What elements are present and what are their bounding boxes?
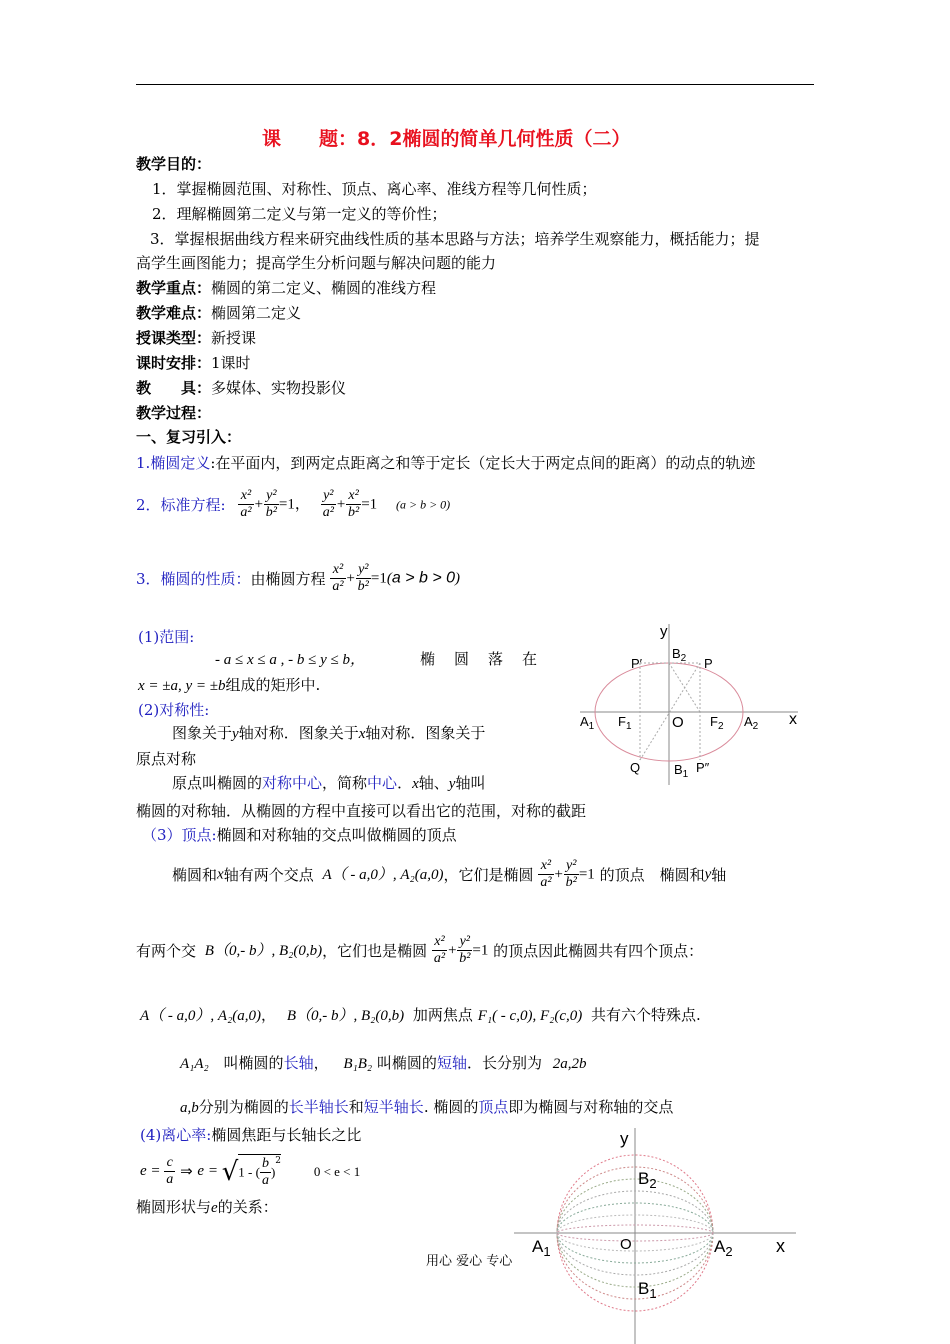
ecc-formula: e = $\frac{c}{a}$ ⇒ e = √1 - ( $\frac{b}{a}$ )$^2$ 0 < e < 1 — [140, 1155, 361, 1188]
fig1-P2: P″ — [696, 760, 710, 775]
symmetry-label: (2)对称性: — [138, 701, 210, 719]
fig1-B1: $B_1$ — [674, 762, 689, 780]
fig1-F2: $F_2$ — [710, 714, 724, 732]
lesson-type: 授课类型：新授课 — [136, 329, 257, 347]
fig1-P1: P′ — [631, 656, 643, 671]
vertex-line2: 有两个交 B（0,- b）, B₂(0,b)，它们也是椭圆 $\frac{\text{x²}}{\text{a²}}$ + $\frac{\text{y²}}{\text{b²}}$ =1 的顶点因此椭圆共有四个顶点： — [136, 934, 704, 966]
vertex-line4: A₁A₂ 叫椭圆的长轴， B₁B₂ 叫椭圆的短轴．长分别为 2a,2b — [180, 1054, 587, 1072]
lesson-time: 课时安排：1课时 — [136, 354, 251, 372]
goals-heading: 教学目的： — [136, 155, 212, 173]
fig1-O: O — [672, 714, 684, 731]
vertex-line1: 椭圆和x轴有两个交点 A（ - a,0）, A₂(a,0)，它们是椭圆 $\frac{\text{x²}}{\text{a²}}$ + $\frac{\text{y²}}{\text{b²}}$ =1 的顶点 椭圆和y轴 — [172, 858, 727, 890]
range-line2: x = ±a, y = ±b组成的矩形中. — [138, 676, 321, 694]
fig2-O: O — [620, 1236, 632, 1253]
footer: 用心 爱心 专心 — [426, 1254, 513, 1269]
header-rule — [136, 84, 814, 85]
fig1-A2: $A_2$ — [744, 714, 759, 732]
page-title: 课 题：8．2椭圆的简单几何性质（二） — [262, 128, 631, 150]
process-heading: 教学过程： — [136, 404, 212, 422]
symmetry-line2: 原点对称 — [136, 750, 197, 768]
vertex-heading: （3）顶点:椭圆和对称轴的交点叫做椭圆的顶点 — [142, 826, 457, 844]
ellipse-figure-1 — [560, 620, 810, 790]
fig1-B2: $B_2$ — [672, 646, 687, 664]
review-heading: 一、复习引入： — [136, 428, 242, 446]
ellipse-figure-2 — [510, 1122, 810, 1344]
fig1-P: P — [704, 656, 713, 671]
teaching-tools: 教 具：多媒体、实物投影仪 — [136, 379, 347, 397]
symmetry-line1: 图象关于y轴对称．图象关于x轴对称．图象关于 — [172, 724, 486, 742]
range-inequality: - a ≤ x ≤ a , - b ≤ y ≤ b， — [215, 652, 365, 668]
key-point: 教学重点：椭圆的第二定义、椭圆的准线方程 — [136, 279, 437, 297]
goal-3a: 3．掌握根据曲线方程来研究曲线性质的基本思路与方法；培养学生观察能力，概括能力；提 — [150, 230, 760, 248]
fig1-F1: $F_1$ — [618, 714, 632, 732]
ecc-heading: (4)离心率:椭圆焦距与长轴长之比 — [140, 1126, 362, 1144]
difficulty: 教学难点：椭圆第二定义 — [136, 304, 302, 322]
fig1-y-label: y — [660, 623, 668, 640]
fig1-x-label: x — [789, 711, 797, 728]
standard-equations: 2．标准方程: $\frac{\text{x²}}{\text{a²}}$ + $\frac{\text{y²}}{\text{b²}}$ =1， $\frac{\text{y²}}{\text{a²}}$ + $\frac{\text{x²}}{\text{b²}}$ =1 (a > b > 0) — [136, 488, 451, 520]
symmetry-line3: 原点叫椭圆的对称中心，简称中心．x轴、y轴叫 — [172, 774, 486, 792]
ellipse-definition: 1.椭圆定义:在平面内，到两定点距离之和等于定长（定长大于两定点间的距离）的动点的轨迹 — [136, 454, 756, 472]
range-label: (1)范围: — [138, 628, 195, 646]
fig2-A2: $A_2$ — [714, 1237, 733, 1259]
vertex-line3: A（ - a,0）, A₂(a,0)， B（0,- b）, B₂(0,b) 加两焦点 F₁( - c,0), F₂(c,0) 共有六个特殊点. — [140, 1006, 701, 1024]
fig2-A1: $A_1$ — [532, 1237, 551, 1259]
goal-1: 1．掌握椭圆范围、对称性、顶点、离心率、准线方程等几何性质； — [152, 180, 597, 198]
fig2-y-label: y — [620, 1129, 629, 1148]
ecc-shape: 椭圆形状与e的关系： — [136, 1198, 278, 1216]
symmetry-line4: 椭圆的对称轴．从椭圆的方程中直接可以看出它的范围，对称的截距 — [136, 802, 587, 820]
fig2-B1: $B_1$ — [638, 1279, 657, 1301]
fig1-Q: Q — [630, 760, 641, 775]
range-tail: 椭 圆 落 在 — [420, 650, 540, 668]
goal-3b: 高学生画图能力；提高学生分析问题与解决问题的能力 — [136, 254, 497, 272]
fig2-B2: $B_2$ — [638, 1169, 657, 1191]
ellipse-properties: 3．椭圆的性质：由椭圆方程 $\frac{\text{x²}}{\text{a²}}$ + $\frac{\text{y²}}{\text{b²}}$ =1(a > b > 0) — [136, 562, 461, 594]
goal-2: 2．理解椭圆第二定义与第一定义的等价性； — [152, 205, 447, 223]
fig1-A1: $A_1$ — [580, 714, 595, 732]
fig2-x-label: x — [776, 1236, 785, 1256]
vertex-line5: a,b分别为椭圆的长半轴长和短半轴长. 椭圆的顶点即为椭圆与对称轴的交点 — [180, 1098, 674, 1116]
